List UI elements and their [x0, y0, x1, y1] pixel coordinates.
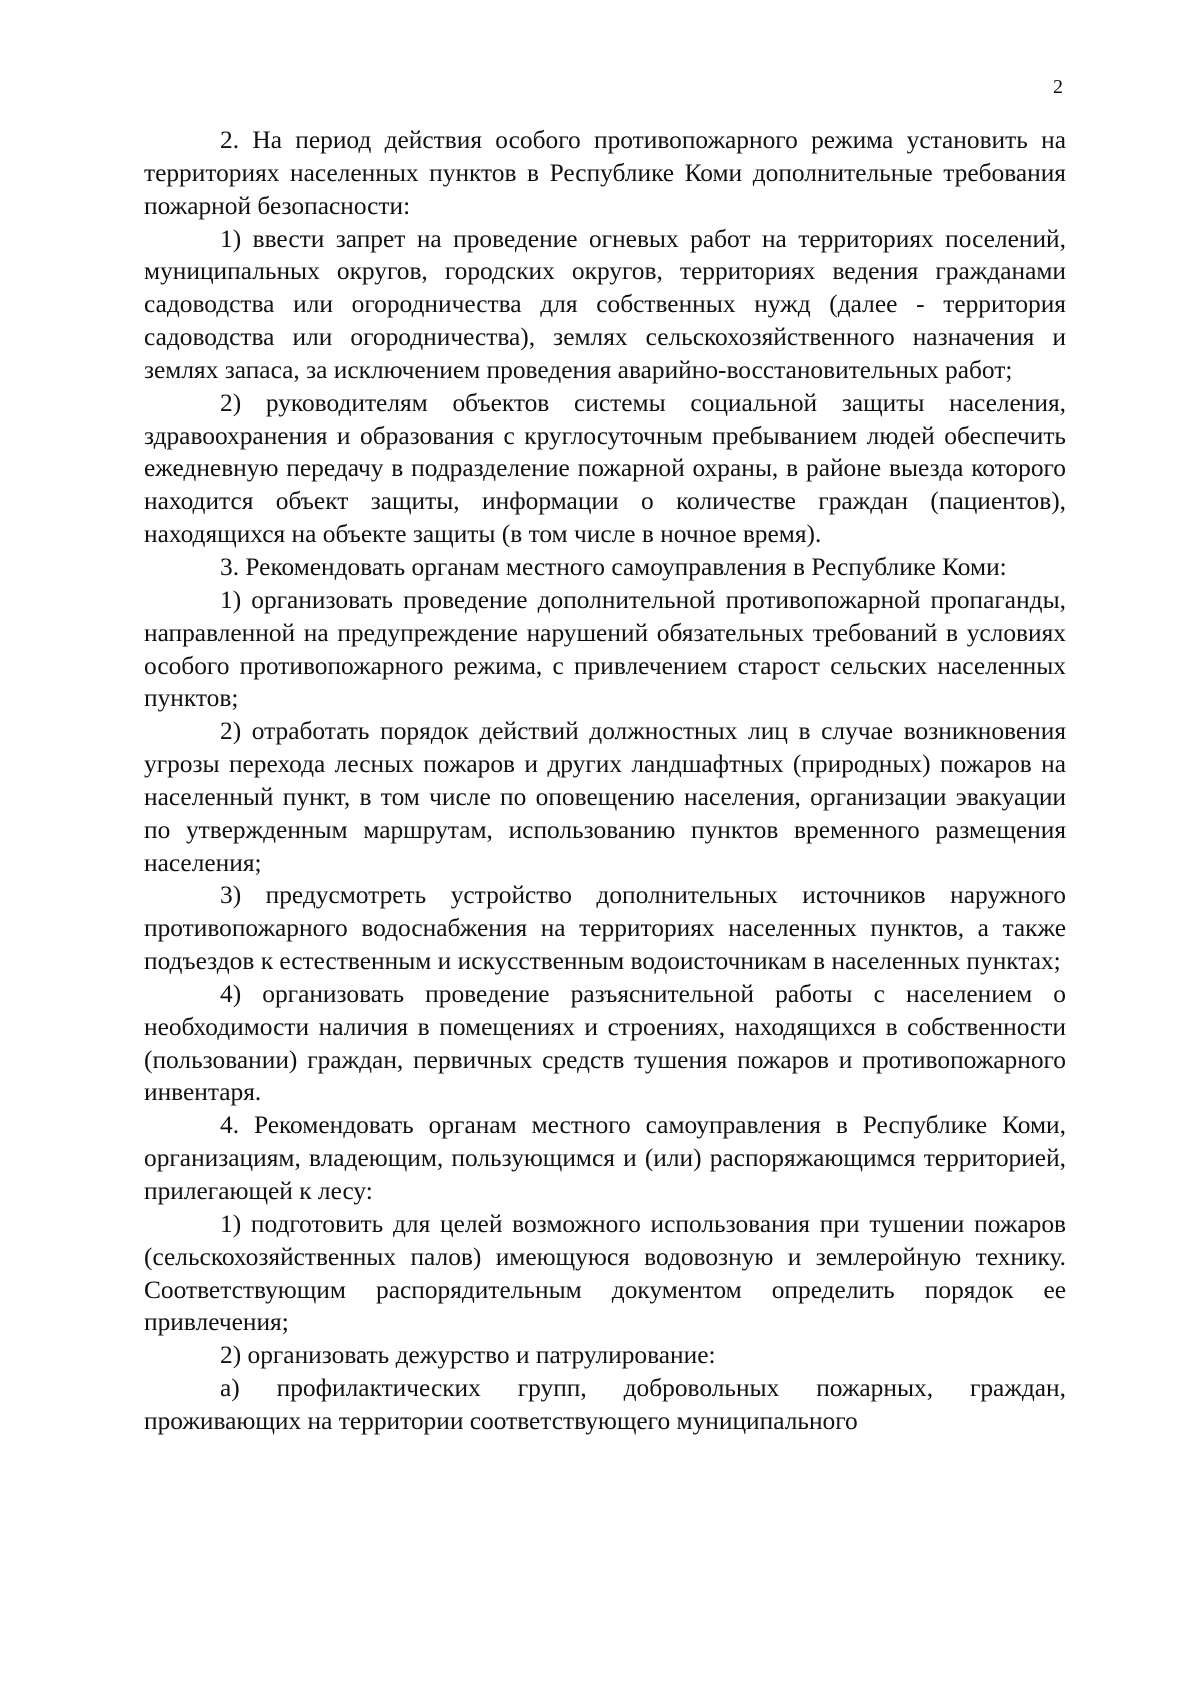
paragraph-4: 4. Рекомендовать органам местного самоуправления в Республике Коми, организациям, владеющим, пользующимся и (или) распоряжающимся территорией, прилегающей к лесу: [144, 1111, 1066, 1205]
paragraph-4-1: 1) подготовить для целей возможного использования при тушении пожаров (сельскохозяйственных палов) имеющуюся водовозную и землеройную технику. Соответствующим распорядительным документом определить порядок ее привлечения; [144, 1209, 1066, 1337]
paragraph-4-2: 2) организовать дежурство и патрулирование: [220, 1341, 716, 1370]
paragraph-2: 2. На период действия особого противопожарного режима установить на территориях населенных пунктов в Республике Коми дополнительные требования пожарной безопасности: [144, 126, 1066, 220]
page-number: 2 [1053, 76, 1063, 98]
paragraph-4-2-a: а) профилактических групп, добровольных пожарных, граждан, проживающих на территории соответствующего муниципального [144, 1374, 1066, 1435]
paragraph-3-3: 3) предусмотреть устройство дополнительных источников наружного противопожарного водоснабжения на территориях населенных пунктов, а также подъездов к естественным и искусственным водоисточникам в населенных пунктах; [144, 881, 1066, 976]
paragraph-3-2: 2) отработать порядок действий должностных лиц в случае возникновения угрозы перехода лесных пожаров и других ландшафтных (природных) пожаров на населенный пункт, в том числе по оповещению населения, организации эвакуации по утвержденным маршрутам, использованию пунктов временного размещения населения; [144, 717, 1066, 877]
paragraph-2-2: 2) руководителям объектов системы социальной защиты населения, здравоохранения и образования с круглосуточным пребыванием людей обеспечить ежедневную передачу в подразделение пожарной охраны, в районе выезда которого находится объект защиты, информации о количестве граждан (пациентов), находящихся на объекте защиты (в том числе в ночное время). [144, 388, 1066, 549]
paragraph-3-4: 4) организовать проведение разъяснительной работы с населением о необходимости наличия в помещениях и строениях, находящихся в собственности (пользовании) граждан, первичных средств тушения пожаров и противопожарного инвентаря. [144, 979, 1066, 1107]
paragraph-3-1: 1) организовать проведение дополнительной противопожарной пропаганды, направленной на предупреждение нарушений обязательных требований в условиях особого противопожарного режима, с привлечением старост сельских населенных пунктов; [144, 585, 1066, 713]
paragraph-3: 3. Рекомендовать органам местного самоуправления в Республике Коми: [220, 552, 1007, 581]
document-body [144, 124, 1066, 1438]
paragraph-2-1: 1) ввести запрет на проведение огневых работ на территориях поселений, муниципальных округов, городских округов, территориях ведения гражданами садоводства или огородничества для собственных нужд (далее - территория садоводства или огородничества), землях сельскохозяйственного назначения и землях запаса, за исключением проведения аварийно-восстановительных работ; [144, 224, 1066, 384]
